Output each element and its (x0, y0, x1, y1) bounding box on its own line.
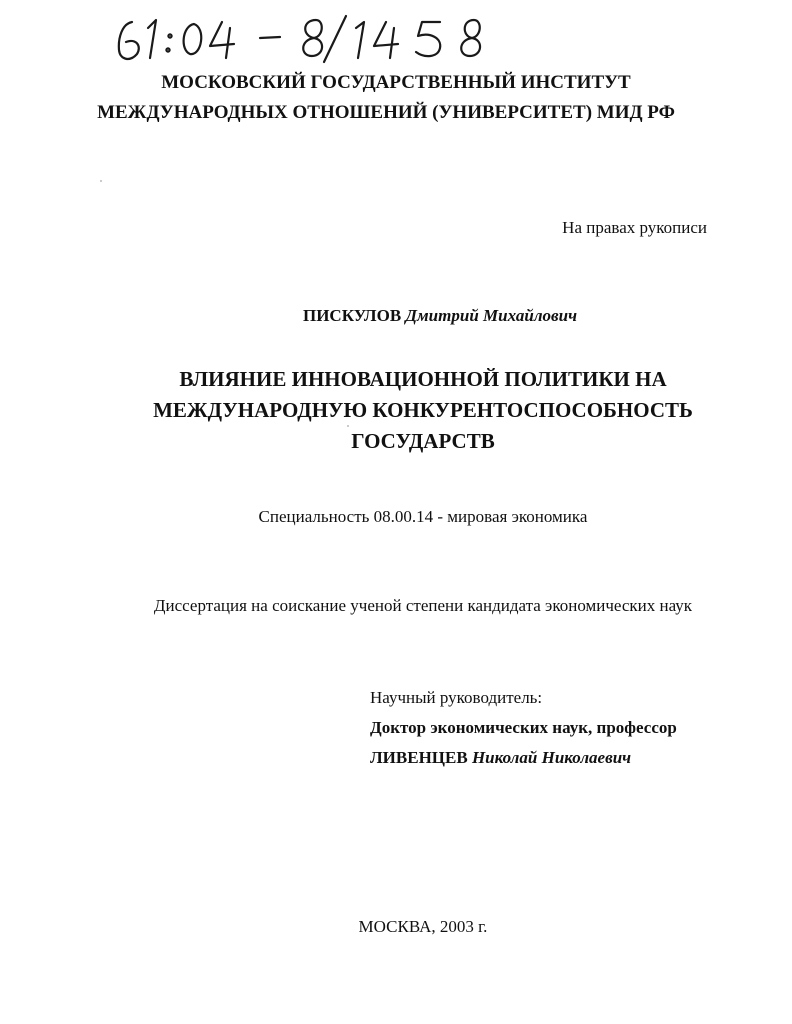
institute-name-line-2: МЕЖДУНАРОДНЫХ ОТНОШЕНИЙ (УНИВЕРСИТЕТ) МИД РФ (97, 102, 675, 123)
supervisor-surname: ЛИВЕНЦЕВ (370, 748, 468, 767)
scan-speck (347, 425, 349, 427)
city-year: МОСКВА, 2003 г. (358, 917, 488, 936)
handwritten-catalog-number (110, 6, 510, 70)
author-name (0, 306, 792, 326)
institute-name-line-1: МОСКОВСКИЙ ГОСУДАРСТВЕННЫЙ ИНСТИТУТ (161, 72, 631, 93)
supervisor-block (370, 683, 677, 773)
title-line-1: ВЛИЯНИЕ ИННОВАЦИОННОЙ ПОЛИТИКИ НА (179, 367, 667, 391)
supervisor-label: Научный руководитель: (370, 688, 543, 707)
specialty: Специальность 08.00.14 - мировая экономика (258, 507, 588, 526)
dissertation-title (0, 364, 792, 457)
supervisor-credentials: Доктор экономических наук, профессор (370, 718, 677, 737)
author-given-names: Дмитрий Михайлович (405, 306, 578, 325)
author-surname: ПИСКУЛОВ (302, 306, 402, 325)
title-line-3: ГОСУДАРСТВ (351, 429, 495, 453)
rights-note: На правах рукописи (562, 218, 707, 237)
scan-speck (100, 180, 102, 182)
degree-statement: Диссертация на соискание ученой степени кандидата экономических наук (153, 596, 693, 615)
supervisor-name (370, 743, 677, 773)
supervisor-given-names: Николай Николаевич (471, 748, 632, 767)
title-line-2: МЕЖДУНАРОДНУЮ КОНКУРЕНТОСПОСОБНОСТЬ (153, 398, 693, 422)
